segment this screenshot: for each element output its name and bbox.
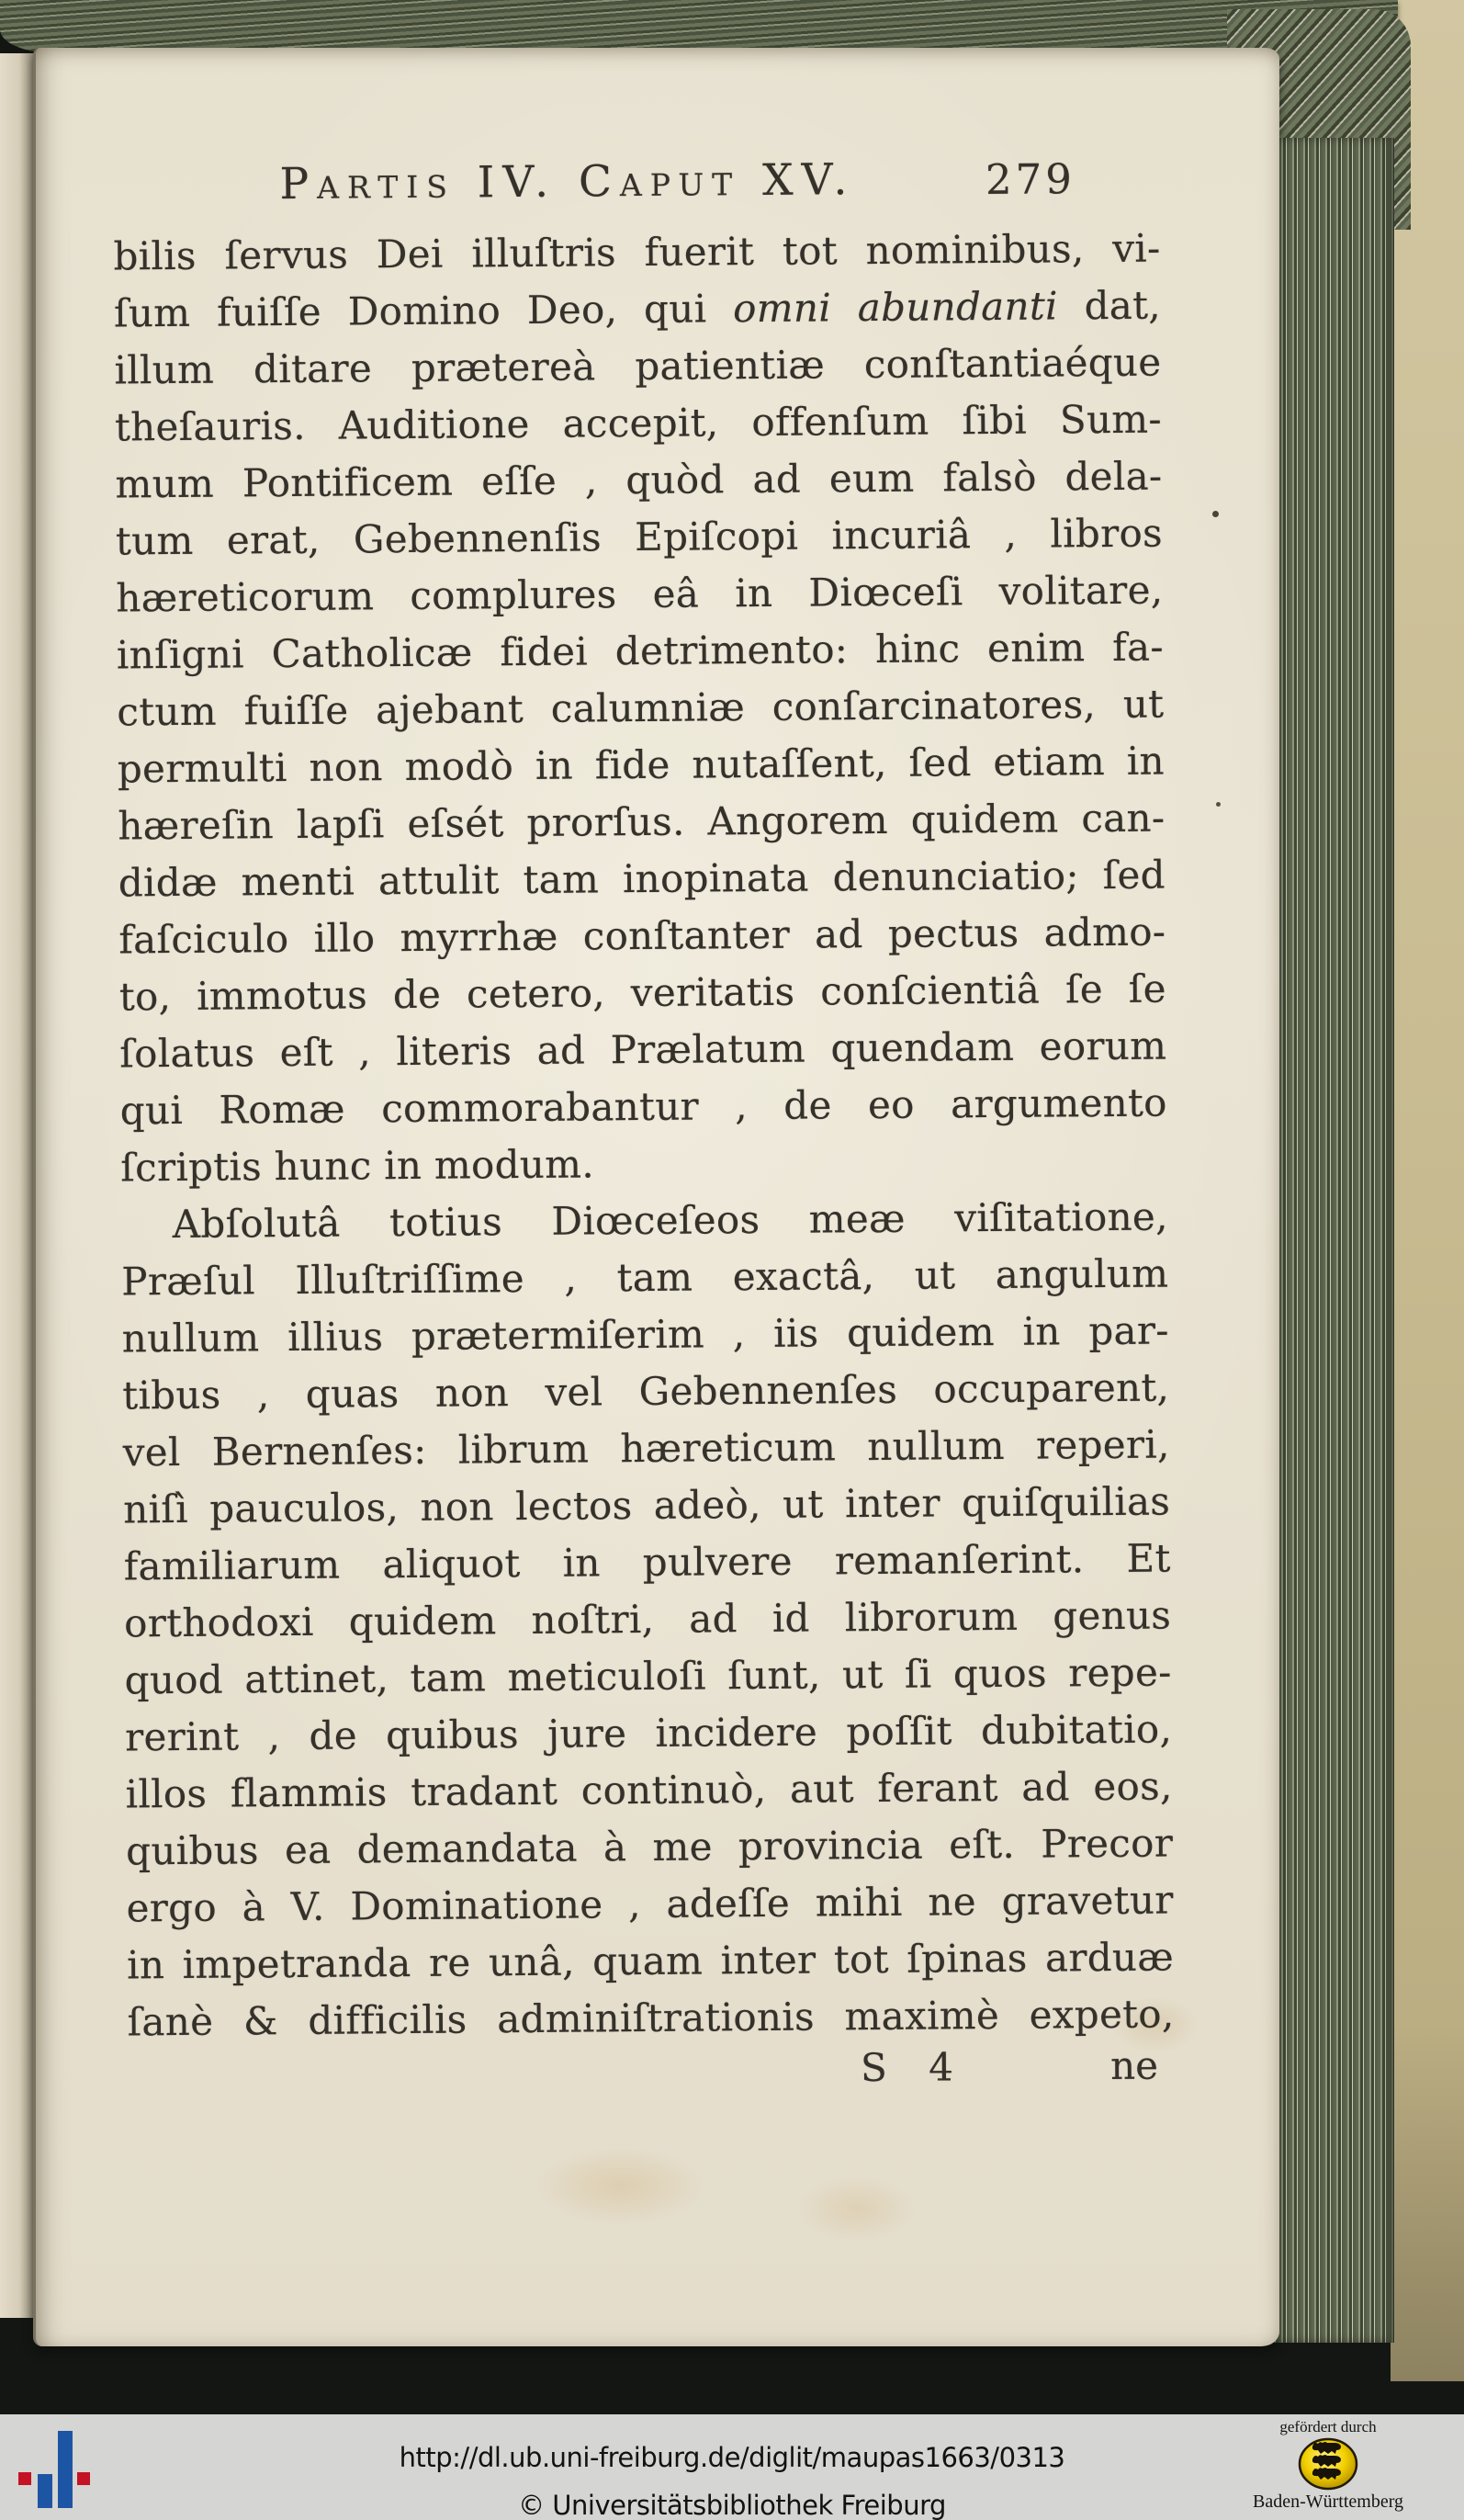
text-line: illos flammis tradant continuò, aut ferant ad eos, — [125, 1763, 1173, 1817]
text-line: illum ditare prætereà patientiæ conſtantiaéque — [114, 339, 1162, 393]
source-url-text: http://dl.ub.uni-freiburg.de/diglit/maupas1663/0313 — [399, 2442, 1065, 2473]
text-line: ſum fuiſſe Domino Deo, qui omni abundanti dat, — [113, 282, 1162, 336]
text-line: permulti non modò in fide nutaſſent, ſed etiam in — [117, 738, 1166, 792]
text-line: theſauris. Auditione accepit, offenſum ſibi Sum- — [114, 396, 1163, 450]
text-line: orthodoxi quidem noſtri, ad id librorum genus — [123, 1592, 1172, 1646]
text-line: nullum illius prætermiſerim , iis quidem in par- — [121, 1307, 1169, 1362]
text-line: ſcriptis hunc in modum. — [120, 1141, 595, 1191]
baden-wuerttemberg-crest-icon — [1297, 2437, 1359, 2491]
text-line: ctum fuiſſe ajebant calumniæ conſarcinatores, ut — [117, 681, 1165, 735]
text-line: bilis ſervus Dei illuſtris fuerit tot nominibus, vi- — [113, 225, 1161, 279]
text-line: hæreſin lapſi eſsét prorſus. Angorem quidem can- — [118, 795, 1166, 849]
text-line: tum erat, Gebennenſis Epiſcopi incuriâ , libros — [115, 510, 1164, 564]
text-line: faſciculo illo myrrhæ conſtanter ad pectus admo- — [118, 909, 1166, 963]
scan-footer-bar — [0, 2414, 1464, 2520]
text-body — [113, 220, 1175, 2051]
text-line: Præſul Illuſtriſſime , tam exactâ, ut angulum — [121, 1250, 1169, 1305]
text-line: quod attinet, tam meticuloſi ſunt, ut ſi quos repe- — [124, 1649, 1172, 1703]
text-line: rerint , de quibus jure incidere poſſit dubitatio, — [124, 1706, 1173, 1760]
text-line: vel Bernenſes: librum hæreticum nullum reperi, — [122, 1421, 1170, 1475]
book-page — [33, 48, 1279, 2346]
copyright-text: © Universitätsbibliothek Freiburg — [518, 2490, 946, 2520]
text-line: qui Romæ commorabantur , de eo argumento — [119, 1079, 1167, 1134]
chapter-heading: Partis IV. Caput XV. — [279, 154, 856, 210]
funding-region-label: Baden-Württemberg — [1252, 2492, 1403, 2512]
book-head-edge — [0, 0, 1398, 53]
text-line: in impetranda re unâ, quam inter tot ſpinas arduæ — [126, 1934, 1175, 1988]
logo-square-right — [77, 2472, 90, 2485]
text-line: ergo à V. Dominatione , adeſſe mihi ne gravetur — [126, 1877, 1174, 1931]
text-line: quibus ea demandata à me provincia eſt. Precor — [125, 1820, 1174, 1874]
text-line: familiarum aliquot in pulvere remanſerint. Et — [123, 1535, 1171, 1589]
signature-mark: S 4 — [860, 2044, 969, 2091]
opposite-page-sliver — [0, 53, 35, 2318]
scan-backdrop — [1391, 0, 1464, 2381]
text-line: mum Pontificem eſſe , quòd ad eum falsò dela- — [115, 453, 1163, 507]
logo-square-left — [18, 2472, 31, 2485]
page-number: 279 — [985, 154, 1076, 205]
page-text-block — [113, 153, 1176, 2110]
text-line: ſanè & difficilis adminiſtrationis maximè expeto, — [127, 1991, 1175, 2045]
text-line: niſì pauculos, non lectos adeò, ut inter quiſquilias — [123, 1478, 1171, 1532]
text-line: tibus , quas non vel Gebennenſes occuparent, — [122, 1364, 1170, 1418]
text-line: inſigni Catholicæ fidei detrimento: hinc enim fa- — [116, 624, 1165, 678]
funding-credit — [1249, 2418, 1407, 2513]
paper-speck — [1212, 511, 1219, 517]
text-line: to, immotus de cetero, veritatis conſcientiâ ſe ſe — [118, 966, 1166, 1020]
book-fore-edge — [1267, 138, 1394, 2343]
signature-row — [128, 2042, 1175, 2109]
text-line: hæreticorum complures eâ in Diœceſi volitare, — [116, 567, 1164, 621]
catchword: ne — [1109, 2042, 1159, 2089]
text-line: ſolatus eſt , literis ad Prælatum quendam eorum — [119, 1023, 1167, 1077]
running-header — [113, 153, 1161, 229]
funding-note-label: gefördert durch — [1279, 2418, 1377, 2435]
text-line: didæ menti attulit tam inopinata denunciatio; ſed — [118, 852, 1166, 906]
text-line: Abſolutâ totius Diœceſeos meæ viſitatione, — [172, 1193, 1168, 1248]
